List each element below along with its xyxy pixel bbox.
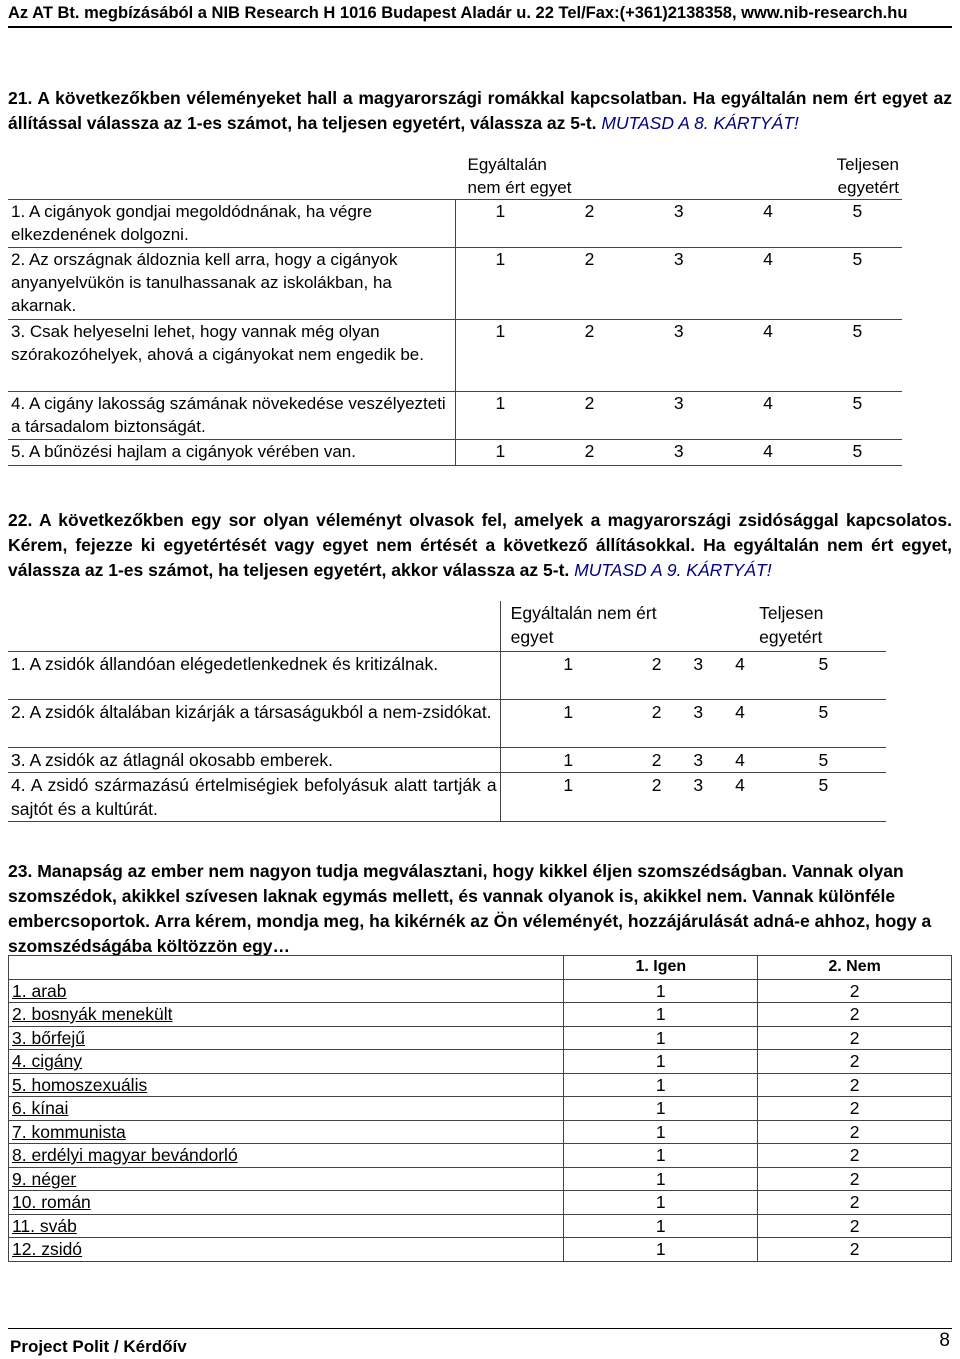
yes-option[interactable]: 1 [564, 979, 758, 1003]
scale-option[interactable]: 5 [761, 747, 886, 772]
scale-option[interactable]: 3 [677, 772, 719, 821]
group-item: 10. román [9, 1191, 564, 1215]
scale-right-label: Teljesen egyetért [723, 153, 902, 200]
scale-option[interactable]: 2 [545, 200, 634, 248]
scale-option[interactable]: 4 [719, 699, 761, 747]
yes-option[interactable]: 1 [564, 1214, 758, 1238]
scale-option[interactable]: 2 [545, 392, 634, 440]
scale-option[interactable]: 5 [813, 392, 902, 440]
scale-option[interactable]: 5 [761, 772, 886, 821]
statement: 4. A cigány lakosság számának növekedése veszélyezteti a társadalom biztonságát. [8, 392, 456, 440]
scale-option[interactable]: 4 [723, 440, 812, 466]
group-item: 2. bosnyák menekült [9, 1003, 564, 1027]
column-yes: 1. Igen [564, 956, 758, 980]
scale-option[interactable]: 1 [500, 699, 636, 747]
group-item: 11. sváb [9, 1214, 564, 1238]
question-23-table [8, 955, 952, 1262]
scale-left-label: Egyáltalán nem ért egyet [456, 153, 724, 200]
yes-option[interactable]: 1 [564, 1120, 758, 1144]
question-22-table [8, 601, 886, 822]
scale-left-label: Egyáltalán nem ért egyet [500, 601, 719, 651]
question-21-text: 21. A következőkben véleményeket hall a magyarországi romákkal kapcsolatban. Ha egyáltalán nem ért egyet az állítással válassza az 1-es számot, ha teljesen egyetért, válassza az 5-t. [8, 88, 952, 133]
scale-option[interactable]: 2 [636, 747, 678, 772]
scale-option[interactable]: 1 [456, 320, 545, 392]
yes-option[interactable]: 1 [564, 1167, 758, 1191]
question-23-text: 23. Manapság az ember nem nagyon tudja megválasztani, hogy kikkel éljen szomszédságban. Vannak olyan szomszédok, akikkel szívesen laknak egymás mellett, és vannak olyanok is, akikkel nem. Vannak különféle embercsoportok. Arra kérem, mondja meg, ha kikérnék az Ön véleményét, hozzájárulását adná-e ahhoz, hogy a szomszédságába költözzön egy… [8, 861, 932, 956]
group-item: 5. homoszexuális [9, 1073, 564, 1097]
group-item: 8. erdélyi magyar bevándorló [9, 1144, 564, 1168]
yes-option[interactable]: 1 [564, 1238, 758, 1262]
question-22-instruction: MUTASD A 9. KÁRTYÁT! [574, 560, 772, 580]
footer-title: Project Polit / Kérdőív [10, 1337, 187, 1356]
question-21 [8, 86, 952, 136]
group-item: 3. bőrfejű [9, 1026, 564, 1050]
scale-option[interactable]: 5 [761, 699, 886, 747]
scale-option[interactable]: 1 [456, 392, 545, 440]
scale-option[interactable]: 5 [813, 440, 902, 466]
scale-option[interactable]: 3 [677, 651, 719, 699]
group-item: 7. kommunista [9, 1120, 564, 1144]
yes-option[interactable]: 1 [564, 1144, 758, 1168]
page-number: 8 [939, 1330, 950, 1351]
scale-option[interactable]: 2 [545, 248, 634, 320]
statement: 3. Csak helyeselni lehet, hogy vannak még olyan szórakozóhelyek, ahová a cigányokat nem engedik be. [8, 320, 456, 392]
group-item: 12. zsidó [9, 1238, 564, 1262]
scale-option[interactable]: 4 [719, 651, 761, 699]
scale-option[interactable]: 1 [456, 200, 545, 248]
no-option[interactable]: 2 [758, 1238, 952, 1262]
scale-option[interactable]: 1 [500, 747, 636, 772]
column-no: 2. Nem [758, 956, 952, 980]
no-option[interactable]: 2 [758, 1191, 952, 1215]
scale-option[interactable]: 3 [634, 320, 723, 392]
scale-option[interactable]: 3 [634, 440, 723, 466]
no-option[interactable]: 2 [758, 1097, 952, 1121]
no-option[interactable]: 2 [758, 1144, 952, 1168]
scale-option[interactable]: 4 [719, 772, 761, 821]
statement: 4. A zsidó származású értelmiségiek befolyásuk alatt tartják a sajtót és a kultúrát. [8, 772, 500, 821]
yes-option[interactable]: 1 [564, 1050, 758, 1074]
scale-option[interactable]: 1 [500, 651, 636, 699]
yes-option[interactable]: 1 [564, 1097, 758, 1121]
group-item: 1. arab [9, 979, 564, 1003]
question-22 [8, 508, 952, 583]
scale-option[interactable]: 4 [723, 320, 812, 392]
question-21-instruction: MUTASD A 8. KÁRTYÁT! [601, 113, 799, 133]
scale-option[interactable]: 2 [545, 320, 634, 392]
scale-option[interactable]: 4 [719, 747, 761, 772]
scale-option[interactable]: 3 [677, 747, 719, 772]
statement: 3. A zsidók az átlagnál okosabb emberek. [8, 747, 500, 772]
scale-option[interactable]: 5 [761, 651, 886, 699]
no-option[interactable]: 2 [758, 1214, 952, 1238]
scale-option[interactable]: 2 [545, 440, 634, 466]
scale-option[interactable]: 4 [723, 392, 812, 440]
statement: 1. A zsidók állandóan elégedetlenkednek és kritizálnak. [8, 651, 500, 699]
group-item: 4. cigány [9, 1050, 564, 1074]
scale-option[interactable]: 5 [813, 200, 902, 248]
no-option[interactable]: 2 [758, 1003, 952, 1027]
statement: 2. A zsidók általában kizárják a társaságukból a nem-zsidókat. [8, 699, 500, 747]
statement: 1. A cigányok gondjai megoldódnának, ha végre elkezdenének dolgozni. [8, 200, 456, 248]
scale-right-label: Teljesen egyetért [719, 601, 886, 651]
statement: 2. Az országnak áldoznia kell arra, hogy a cigányok anyanyelvükön is tanulhassanak az iskolákban, ha akarnak. [8, 248, 456, 320]
yes-option[interactable]: 1 [564, 1026, 758, 1050]
no-option[interactable]: 2 [758, 1167, 952, 1191]
scale-option[interactable]: 3 [634, 248, 723, 320]
scale-option[interactable]: 1 [456, 440, 545, 466]
scale-option[interactable]: 4 [723, 248, 812, 320]
scale-option[interactable]: 4 [723, 200, 812, 248]
scale-option[interactable]: 1 [500, 772, 636, 821]
no-option[interactable]: 2 [758, 1120, 952, 1144]
question-23 [8, 859, 952, 959]
scale-option[interactable]: 2 [636, 772, 678, 821]
yes-option[interactable]: 1 [564, 1003, 758, 1027]
group-item: 9. néger [9, 1167, 564, 1191]
question-22-text: 22. A következőkben egy sor olyan véleményt olvasok fel, amelyek a magyarországi zsidósággal kapcsolatos. Kérem, fejezze ki egyetértését vagy egyet nem értését a következő állításokkal. Ha egyáltalán nem ért egyet, válassza az 1-es számot, ha teljesen egyetért, akkor válassza az 5-t. [8, 510, 952, 580]
group-item: 6. kínai [9, 1097, 564, 1121]
scale-option[interactable]: 5 [813, 248, 902, 320]
no-option[interactable]: 2 [758, 1050, 952, 1074]
scale-option[interactable]: 5 [813, 320, 902, 392]
yes-option[interactable]: 1 [564, 1073, 758, 1097]
no-option[interactable]: 2 [758, 1026, 952, 1050]
no-option[interactable]: 2 [758, 979, 952, 1003]
scale-option[interactable]: 3 [677, 699, 719, 747]
scale-option[interactable]: 3 [634, 200, 723, 248]
question-21-table [8, 153, 902, 466]
yes-option[interactable]: 1 [564, 1191, 758, 1215]
page-header: Az AT Bt. megbízásából a NIB Research H 1016 Budapest Aladár u. 22 Tel/Fax:(+361)2138358, www.nib-research.hu [8, 0, 952, 28]
scale-option[interactable]: 2 [636, 699, 678, 747]
no-option[interactable]: 2 [758, 1073, 952, 1097]
scale-option[interactable]: 1 [456, 248, 545, 320]
statement: 5. A bűnözési hajlam a cigányok vérében van. [8, 440, 456, 466]
page-footer [8, 1328, 952, 1358]
scale-option[interactable]: 3 [634, 392, 723, 440]
scale-option[interactable]: 2 [636, 651, 678, 699]
